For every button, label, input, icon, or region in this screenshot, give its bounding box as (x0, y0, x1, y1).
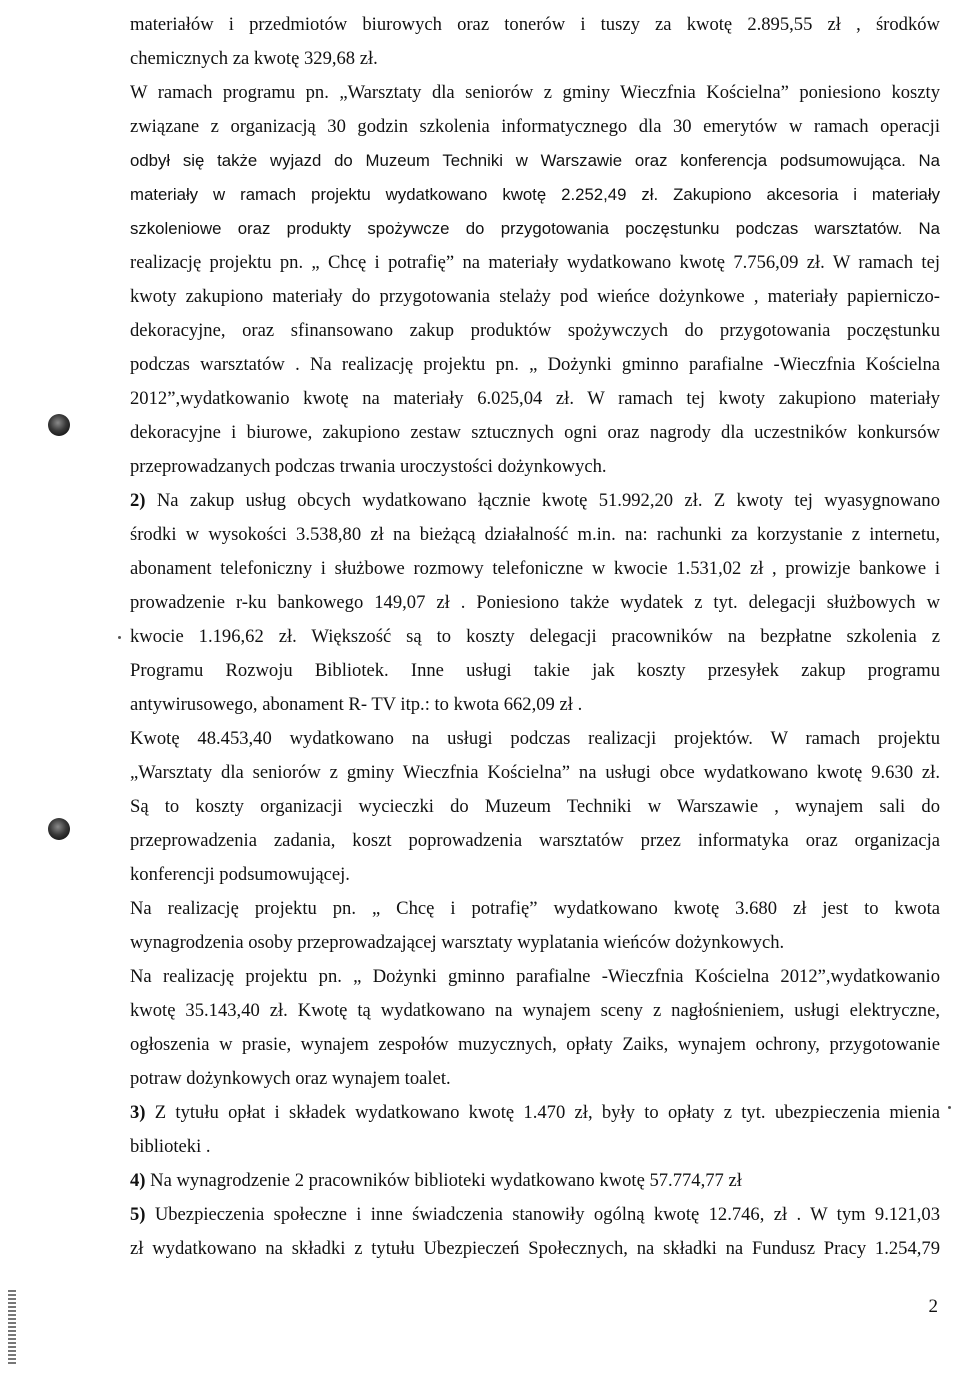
text-line: Są to koszty organizacji wycieczki do Muzeum Techniki w Warszawie , wynajem sali do (130, 796, 940, 817)
scan-speck (118, 636, 121, 639)
text-line: Programu Rozwoju Bibliotek. Inne usługi takie jak koszty przesyłek zakup programu (130, 660, 940, 681)
text-line: dekoracyjne i biurowe, zakupiono zestaw sztucznych ogni oraz nagrody dla uczestników konkursów (130, 422, 940, 443)
text-line: biblioteki . (130, 1136, 211, 1157)
text-line: Na realizację projektu pn. „ Dożynki gminno parafialne -Wieczfnia Kościelna 2012”,wydatkowanio (130, 966, 940, 987)
text-line: materiałów i przedmiotów biurowych oraz tonerów i tuszy za kwotę 2.895,55 zł , środków (130, 14, 940, 35)
text-line: 2012”,wydatkowanio kwotę na materiały 6.025,04 zł. W ramach tej kwoty zakupiono materiały (130, 388, 940, 409)
text-line: kwotę 35.143,40 zł. Kwotę tą wydatkowano na wynajem sceny z nagłośnieniem, usługi elektryczne, (130, 1000, 940, 1021)
text-line: środki w wysokości 3.538,80 zł na bieżącą działalność m.in. na: rachunki za korzystanie z internetu, (130, 524, 940, 545)
list-item-number: 5) (130, 1204, 146, 1225)
text-line: wynagrodzenia osoby przeprowadzającej warsztaty wyplatania wieńców dożynkowych. (130, 932, 785, 953)
text-line: szkoleniowe oraz produkty spożywcze do przygotowania poczęstunku podczas warsztatów. Na (130, 219, 940, 238)
scan-speck (948, 1106, 951, 1109)
list-item-number: 2) (130, 490, 146, 511)
text-line: 2) Na zakup usług obcych wydatkowano łącznie kwotę 51.992,20 zł. Z kwoty tej wyasygnowano (130, 490, 940, 511)
text-line: kwoty zakupiono materiały do przygotowania stelaży pod wieńce dożynkowe , materiały papierniczo- (130, 286, 940, 307)
document-body (130, 8, 940, 1266)
text-line: potraw dożynkowych oraz wynajem toalet. (130, 1068, 451, 1089)
text-line: 4) Na wynagrodzenie 2 pracowników biblioteki wydatkowano kwotę 57.774,77 zł (130, 1170, 742, 1191)
text-line: kwocie 1.196,62 zł. Większość są to koszty delegacji pracowników na bezpłatne szkolenia z (130, 626, 940, 647)
text-line: odbył się także wyjazd do Muzeum Techniki w Warszawie oraz konferencja podsumowująca. Na (130, 151, 940, 170)
text-line: Na realizację projektu pn. „ Chcę i potrafię” wydatkowano kwotę 3.680 zł jest to kwota (130, 898, 940, 919)
page-number: 2 (928, 1296, 938, 1317)
text-line: zł wydatkowano na składki z tytułu Ubezpieczeń Społecznych, na składki na Fundusz Pracy 1.254,79 (130, 1238, 940, 1259)
list-item-number: 3) (130, 1102, 146, 1123)
text-line: W ramach programu pn. „Warsztaty dla seniorów z gminy Wieczfnia Kościelna” poniesiono koszty (130, 82, 940, 103)
text-line: przeprowadzenia zadania, koszt poprowadzenia warsztatów przez informatyka oraz organizacja (130, 830, 940, 851)
text-line: realizację projektu pn. „ Chcę i potrafię” na materiały wydatkowano kwotę 7.756,09 zł. W ramach tej (130, 252, 940, 273)
text-line: podczas warsztatów . Na realizację projektu pn. „ Dożynki gminno parafialne -Wieczfnia Kościelna (130, 354, 940, 375)
text-line: 5) Ubezpieczenia społeczne i inne świadczenia stanowiły ogólną kwotę 12.746, zł . W tym 9.121,03 (130, 1204, 940, 1225)
scan-binding-mark (8, 1290, 16, 1366)
text-line: dekoracyjne, oraz sfinansowano zakup produktów spożywczych do przygotowania poczęstunku (130, 320, 940, 341)
text-line: „Warsztaty dla seniorów z gminy Wieczfnia Kościelna” na usługi obce wydatkowano kwotę 9.630 zł. (130, 762, 940, 783)
text-line: antywirusowego, abonament R- TV itp.: to kwota 662,09 zł . (130, 694, 583, 715)
text-line: związane z organizacją 30 godzin szkolenia informatycznego dla 30 emerytów w ramach operacji (130, 116, 940, 137)
text-line: konferencji podsumowującej. (130, 864, 350, 885)
text-line: 3) Z tytułu opłat i składek wydatkowano kwotę 1.470 zł, były to opłaty z tyt. ubezpieczenia mienia (130, 1102, 940, 1123)
text-line: przeprowadzanych podczas trwania uroczystości dożynkowych. (130, 456, 607, 477)
text-line: chemicznych za kwotę 329,68 zł. (130, 48, 378, 69)
text-line: materiały w ramach projektu wydatkowano kwotę 2.252,49 zł. Zakupiono akcesoria i materiały (130, 185, 940, 204)
text-line: Kwotę 48.453,40 wydatkowano na usługi podczas realizacji projektów. W ramach projektu (130, 728, 940, 749)
punch-hole (48, 818, 70, 840)
punch-hole (48, 414, 70, 436)
list-item-number: 4) (130, 1170, 146, 1191)
text-line: ogłoszenia w prasie, wynajem zespołów muzycznych, opłaty Zaiks, wynajem ochrony, przygotowanie (130, 1034, 940, 1055)
text-line: prowadzenie r-ku bankowego 149,07 zł . Poniesiono także wydatek z tyt. delegacji służbowych w (130, 592, 940, 613)
text-line: abonament telefoniczny i służbowe rozmowy telefoniczne w kwocie 1.531,02 zł , prowizje bankowe i (130, 558, 940, 579)
